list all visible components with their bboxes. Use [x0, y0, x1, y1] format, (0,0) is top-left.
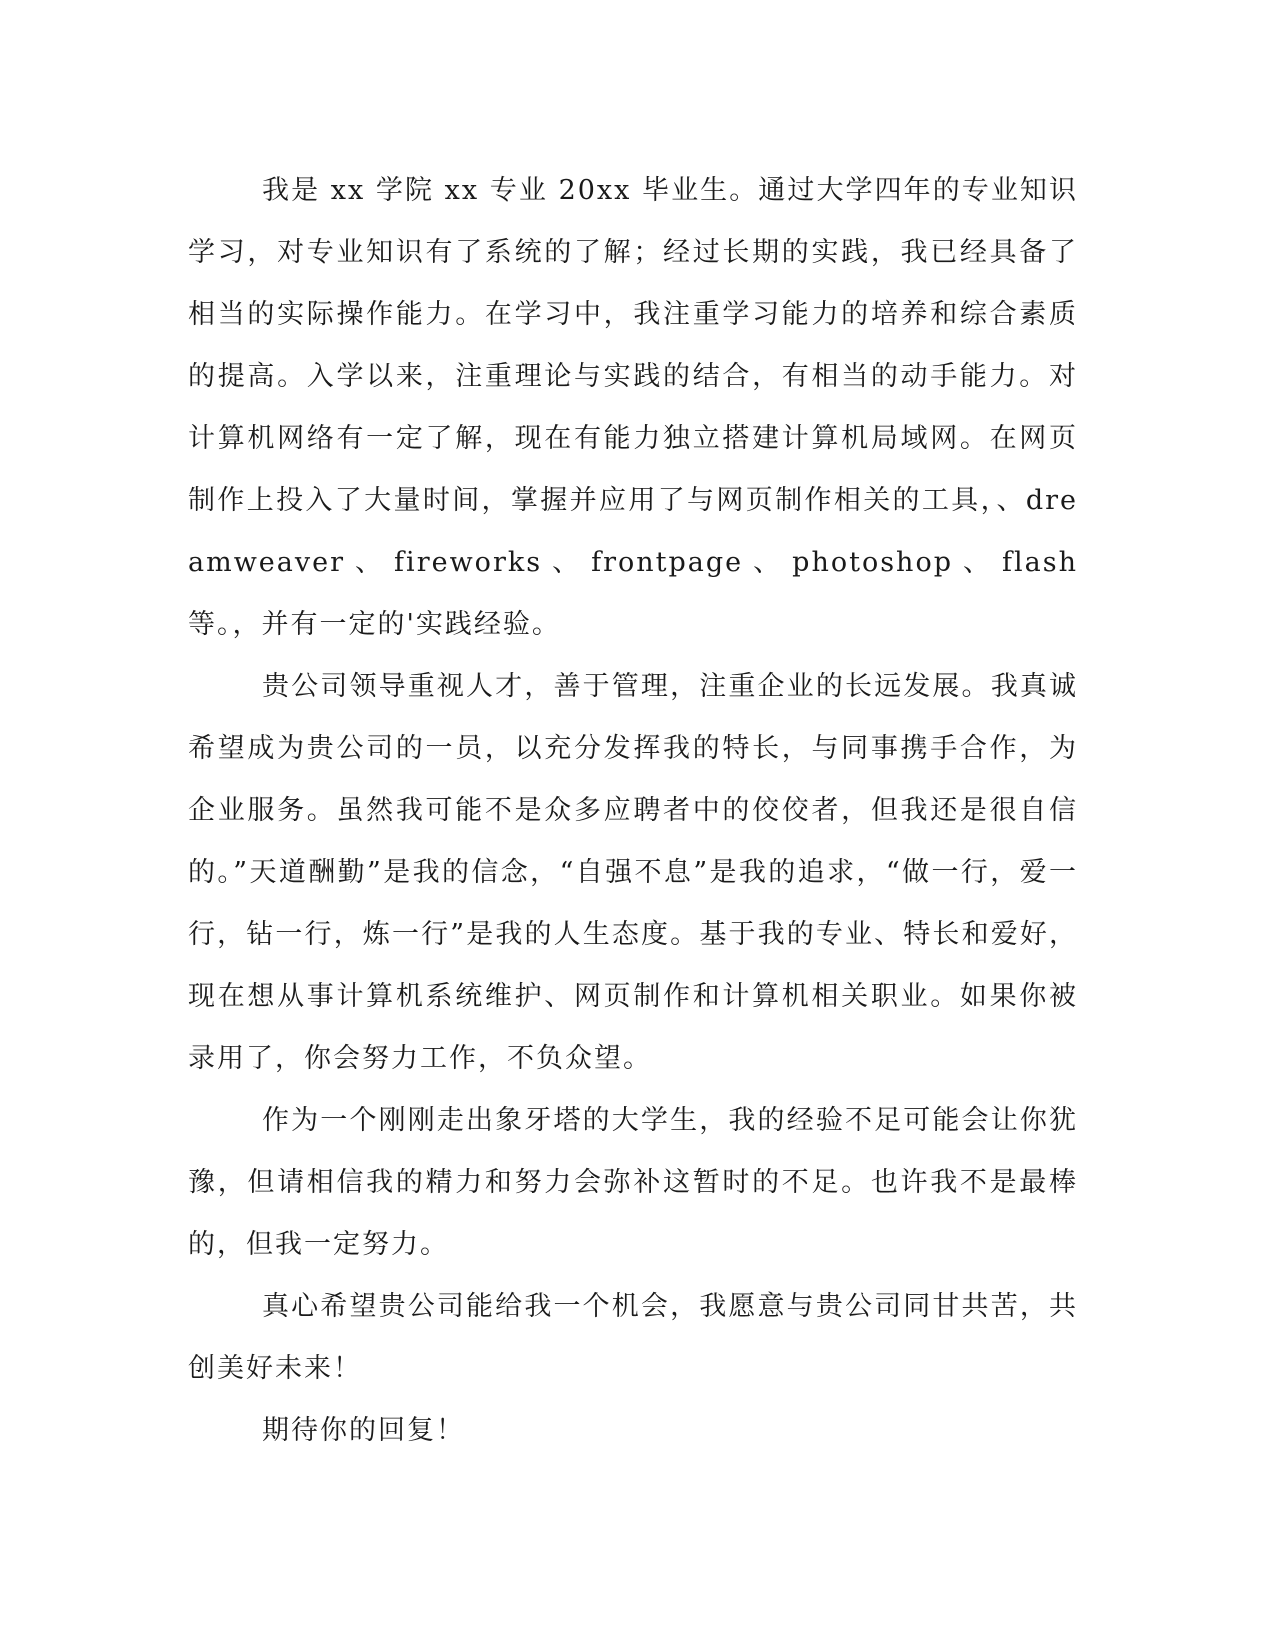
paragraph-company-interest: 贵公司领导重视人才，善于管理，注重企业的长远发展。我真诚希望成为贵公司的一员，以充分发挥我的特长，与同事携手合作，为企业服务。虽然我可能不是众多应聘者中的佼佼者，但我还是很自信的。”天道酬勤”是我的信念，“自强不息”是我的追求，“做一行，爱一行，钻一行，炼一行”是我的人生态度。基于我的专业、特长和爱好，现在想从事计算机系统维护、网页制作和计算机相关职业。如果你被录用了，你会努力工作，不负众望。	[188, 671, 1078, 1074]
paragraph-hope: 真心希望贵公司能给我一个机会，我愿意与贵公司同甘共苦，共创美好未来！	[188, 1291, 1078, 1384]
paragraph-introduction: 我是 xx 学院 xx 专业 20xx 毕业生。通过大学四年的专业知识学习，对专业知识有了系统的了解；经过长期的实践，我已经具备了相当的实际操作能力。在学习中，我注重学习能力的培养和综合素质的提高。入学以来，注重理论与实践的结合，有相当的动手能力。对计算机网络有一定了解，现在有能力独立搭建计算机局域网。在网页制作上投入了大量时间，掌握并应用了与网页制作相关的工具，、dreamweaver、fireworks、frontpage、photoshop、flash 等。，并有一定的'实践经验。	[188, 175, 1078, 640]
paragraph-closing: 期待你的回复！	[262, 1415, 465, 1446]
letter-body	[188, 160, 1078, 1462]
paragraph-experience: 作为一个刚刚走出象牙塔的大学生，我的经验不足可能会让你犹豫，但请相信我的精力和努力会弥补这暂时的不足。也许我不是最棒的，但我一定努力。	[188, 1105, 1078, 1260]
